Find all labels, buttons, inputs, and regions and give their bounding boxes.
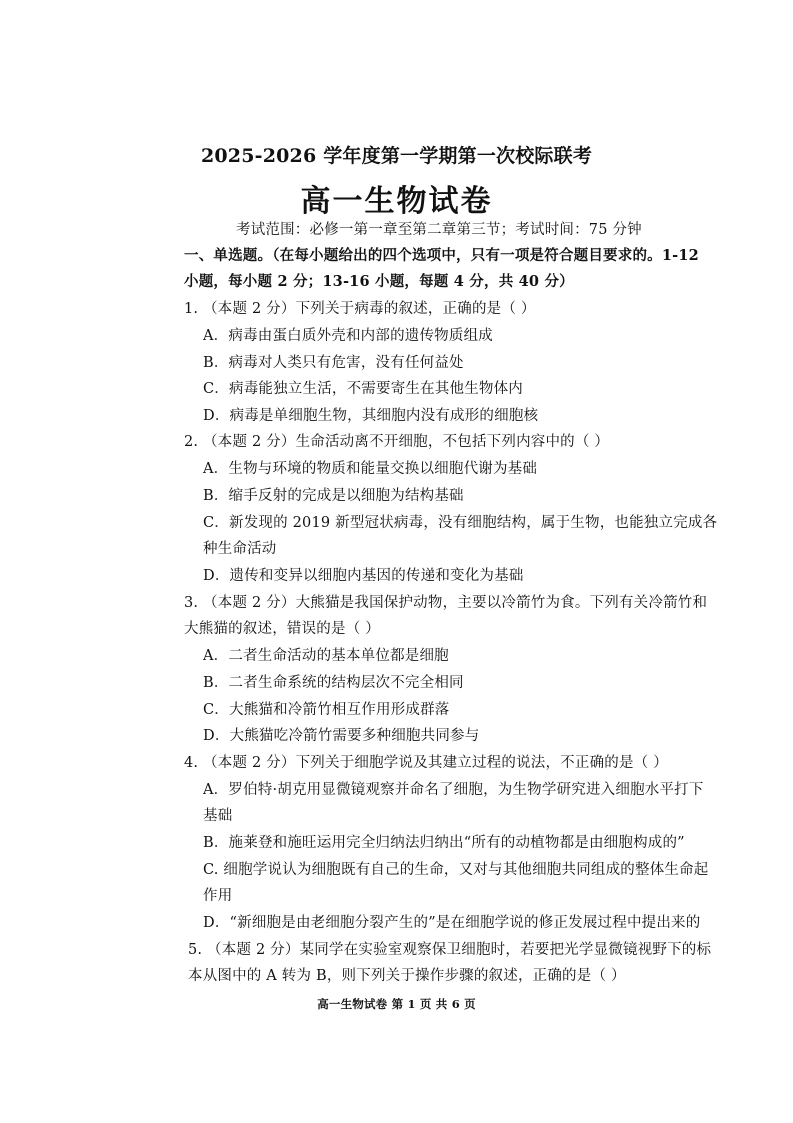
q1-option-c: C．病毒能独立生活，不需要寄生在其他生物体内	[203, 381, 523, 397]
q5-stem-line2: 本从图中的 A 转为 B，则下列关于操作步骤的叙述，正确的是（ ）	[188, 968, 626, 984]
q3-option-b: B．二者生命系统的结构层次不完全相同	[203, 675, 464, 691]
page-footer: 高一生物试卷 第 1 页 共 6 页	[317, 997, 476, 1011]
exam-info: 考试范围：必修一第一章至第二章第三节；考试时间：75 分钟	[236, 222, 642, 238]
subject-title: 高一生物试卷	[300, 184, 493, 219]
q3-option-c: C．大熊猫和冷箭竹相互作用形成群落	[203, 702, 450, 718]
q3-stem-line2: 大熊猫的叙述，错误的是（ ）	[184, 621, 380, 637]
q2-option-a: A．生物与环境的物质和能量交换以细胞代谢为基础	[203, 461, 538, 477]
section-heading-line1: 一、单选题。（在每小题给出的四个选项中，只有一项是符合题目要求的。1-12	[184, 247, 699, 264]
q1-stem: 1. （本题 2 分）下列关于病毒的叙述，正确的是（ ）	[184, 301, 536, 317]
q4-stem: 4. （本题 2 分）下列关于细胞学说及其建立过程的说法，不正确的是（ ）	[184, 755, 668, 771]
q4-option-c-line2: 作用	[203, 888, 233, 904]
q2-option-c-line1: C．新发现的 2019 新型冠状病毒，没有细胞结构，属于生物，也能独立完成各	[203, 515, 718, 531]
q1-option-b: B．病毒对人类只有危害，没有任何益处	[203, 355, 464, 371]
q2-option-c-line2: 种生命活动	[203, 541, 277, 557]
q2-option-b: B．缩手反射的完成是以细胞为结构基础	[203, 488, 464, 504]
q1-option-d: D．病毒是单细胞生物，其细胞内没有成形的细胞核	[203, 408, 539, 424]
q3-stem-line1: 3. （本题 2 分）大熊猫是我国保护动物，主要以冷箭竹为食。下列有关冷箭竹和	[184, 595, 708, 611]
q4-option-b: B．施莱登和施旺运用完全归纳法归纳出“所有的动植物都是由细胞构成的”	[203, 835, 685, 851]
exam-heading: 2025-2026 学年度第一学期第一次校际联考	[200, 145, 593, 167]
q4-option-d: D．“新细胞是由老细胞分裂产生的”是在细胞学说的修正发展过程中提出来的	[203, 915, 701, 931]
q2-option-d: D．遗传和变异以细胞内基因的传递和变化为基础	[203, 568, 524, 584]
q3-option-a: A．二者生命活动的基本单位都是细胞	[203, 648, 449, 664]
section-heading-line2: 小题，每小题 2 分；13-16 小题，每题 4 分，共 40 分）	[184, 273, 574, 290]
q4-option-c-line1: C. 细胞学说认为细胞既有自己的生命，又对与其他细胞共同组成的整体生命起	[203, 862, 709, 878]
q2-stem: 2. （本题 2 分）生命活动离不开细胞，不包括下列内容中的（ ）	[184, 434, 610, 450]
q1-option-a: A．病毒由蛋白质外壳和内部的遗传物质组成	[203, 328, 493, 344]
q3-option-d: D．大熊猫吃冷箭竹需要多种细胞共同参与	[203, 728, 480, 744]
q5-stem-line1: 5. （本题 2 分）某同学在实验室观察保卫细胞时，若要把光学显微镜视野下的标	[188, 942, 712, 958]
q4-option-a-line1: A．罗伯特·胡克用显微镜观察并命名了细胞，为生物学研究进入细胞水平打下	[203, 782, 704, 798]
q4-option-a-line2: 基础	[203, 808, 233, 824]
